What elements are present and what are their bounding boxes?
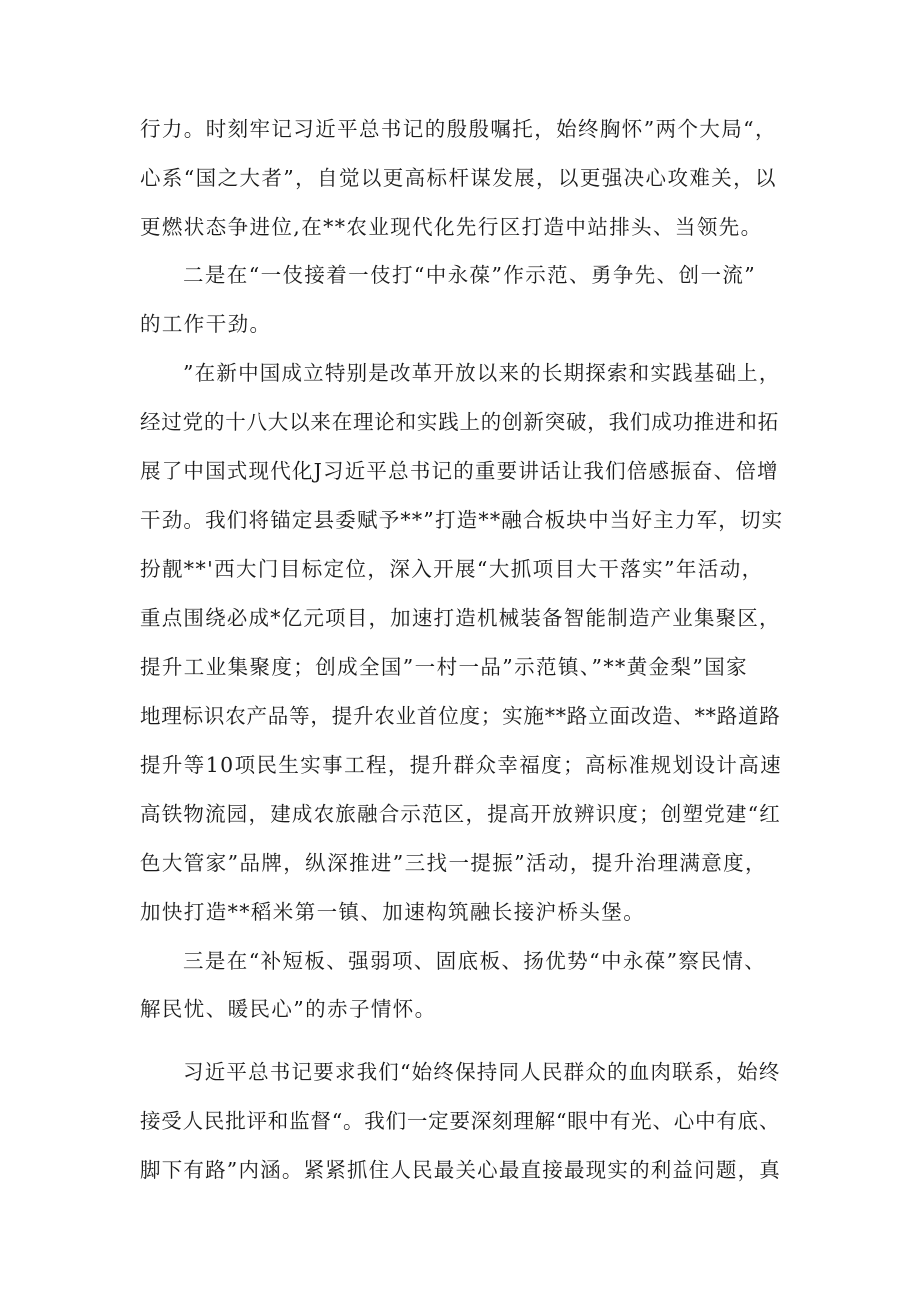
text-line: 重点围绕必成*亿元项目，加速打造机械装备智能制造产业集聚区，: [140, 606, 781, 630]
text-line: 的工作干劲。: [140, 312, 272, 336]
text-line: 提升等10项民生实事工程，提升群众幸福度；高标准规划设计高速: [140, 753, 783, 777]
text-line: 地理标识农产品等，提升农业首位度；实施**路立面改造、**路道路: [140, 704, 781, 728]
text-line: 脚下有路”内涵。紧紧抓住人民最关心最直接最现实的利益问题，真: [140, 1158, 781, 1182]
paragraph-heading-2: 二是在“一伎接着一伎打“中永葆”作示范、勇争先、创一流”: [183, 263, 757, 287]
text-line: 色大管家”品牌，纵深推进”三找一提振”活动，提升治理满意度，: [140, 851, 767, 875]
paragraph-start: ”在新中国成立特别是改革开放以来的长期探索和实践基础上，: [183, 361, 781, 385]
text-line: 干劲。我们将锚定县委赋予**”打造**融合板块中当好主力军，切实: [140, 508, 784, 532]
text-line: 心系“国之大者”，自觉以更高标杆谋发展，以更强决心攻难关，以: [140, 166, 777, 190]
text-line: 提升工业集聚度；创成全国”一村一品”示范镇、”**黄金梨”国家: [140, 655, 749, 679]
text-line: 接受人民批评和监督“。我们一定要深刻理解“眼中有光、心中有底、: [140, 1109, 781, 1133]
text-line: 展了中国式现代化J习近平总书记的重要讲话让我们倍感振奋、倍增: [140, 459, 779, 483]
text-line: 经过党的十八大以来在理论和实践上的创新突破，我们成功推进和拓: [140, 410, 779, 434]
text-line: 加快打造**稻米第一镇、加速构筑融长接沪桥头堡。: [140, 900, 646, 924]
paragraph-heading-3: 三是在“补短板、强弱项、固底板、扬优势“中永葆”察民情、: [183, 949, 767, 973]
paragraph-start: 习近平总书记要求我们“始终保持同人民群众的血肉联系，始终: [183, 1060, 781, 1084]
text-line: 扮靓**'西大门目标定位，深入开展“大抓项目大干落实”年活动，: [140, 557, 764, 581]
text-line: 高铁物流园，建成农旅融合示范区，提高开放辨识度；创塑党建“红: [140, 802, 781, 826]
text-line: 解民忧、暖民心”的赤子情怀。: [140, 997, 437, 1021]
text-line: 行力。时刻牢记习近平总书记的殷殷嘱托，始终胸怀”两个大局“，: [140, 117, 777, 141]
text-line: 更燃状态争进位,在**农业现代化先行区打造中站排头、当领先。: [140, 215, 763, 239]
